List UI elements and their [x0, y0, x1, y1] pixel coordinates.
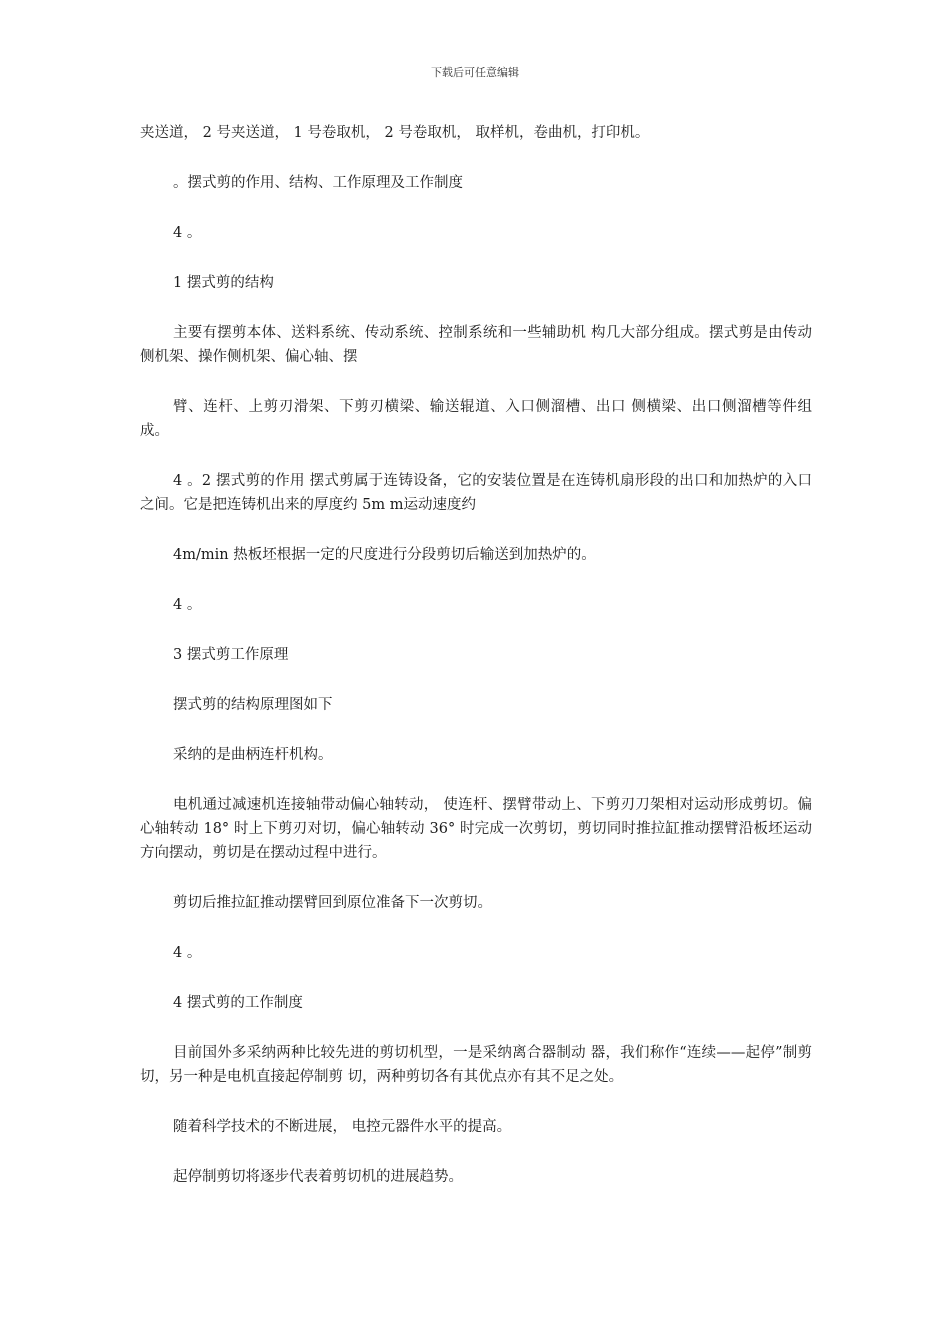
section-number: 4 。 — [173, 597, 202, 613]
paragraph-return: 剪切后推拉缸推动摆臂回到原位准备下一次剪切。 — [173, 895, 492, 911]
paragraph-mechanism: 采纳的是曲柄连杆机构。 — [173, 747, 333, 763]
paragraph-trend: 起停制剪切将逐步代表着剪切机的进展趋势。 — [173, 1169, 463, 1185]
paragraph-diagram-intro: 摆式剪的结构原理图如下 — [173, 697, 333, 713]
paragraph-principle: 电机通过减速机连接轴带动偏心轴转动， 使连杆、摆臂带动上、下剪刃刀架相对运动形成剪切。偏心轴转动 18° 时上下剪刃对切，偏心轴转动 36° 时完成一次剪切，剪切同时推拉缸推动摆臂沿板坯运动方向摆动，剪切是在摆动过程中进行。 — [140, 797, 812, 861]
section-number: 4 。 — [173, 945, 202, 961]
paragraph-conveyor-list: 夹送道， 2 号夹送道， 1 号卷取机， 2 号卷取机， 取样机，卷曲机，打印机。 — [140, 125, 650, 141]
paragraph-structure-1: 主要有摆剪本体、送料系统、传动系统、控制系统和一些辅助机 构几大部分组成。摆式剪是由传动侧机架、操作侧机架、偏心轴、摆 — [140, 325, 812, 365]
section-number: 4 。 — [173, 225, 202, 241]
subsection-heading-work-system: 4 摆式剪的工作制度 — [173, 995, 303, 1011]
paragraph-progress: 随着科学技术的不断进展， 电控元器件水平的提高。 — [173, 1119, 512, 1135]
page-header: 下载后可任意编辑 — [431, 66, 519, 79]
paragraph-function-cont: 4m/min 热板坯根据一定的尺度进行分段剪切后输送到加热炉的。 — [173, 547, 596, 563]
paragraph-function: 4 。2 摆式剪的作用 摆式剪属于连铸设备，它的安装位置是在连铸机扇形段的出口和加热炉的入口之间。它是把连铸机出来的厚度约 5m m运动速度约 — [140, 473, 812, 513]
paragraph-work-system: 目前国外多采纳两种比较先进的剪切机型，一是采纳离合器制动 器，我们称作“连续——起停”制剪切，另一种是电机直接起停制剪 切，两种剪切各有其优点亦有其不足之处。 — [140, 1045, 812, 1085]
section-heading-swing-shear: 。摆式剪的作用、结构、工作原理及工作制度 — [173, 175, 463, 191]
paragraph-structure-2: 臂、连杆、上剪刃滑架、下剪刃横梁、输送辊道、入口侧溜槽、出口 侧横梁、出口侧溜槽等件组成。 — [140, 399, 812, 439]
subsection-heading-structure: 1 摆式剪的结构 — [173, 275, 274, 291]
document-body — [140, 121, 812, 1215]
subsection-heading-principle: 3 摆式剪工作原理 — [173, 647, 289, 663]
